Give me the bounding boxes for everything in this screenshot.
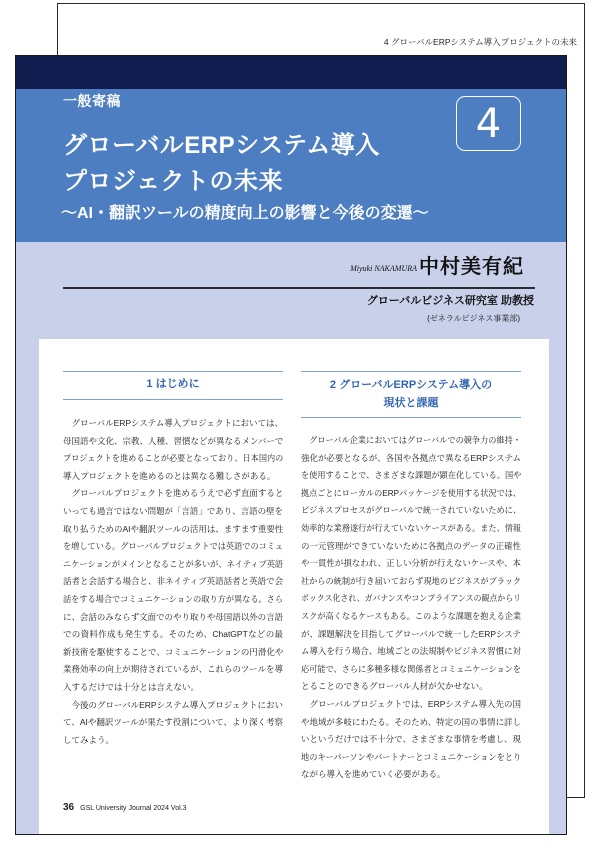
body-text-line: 今後のグローバルERPシステム導入プロジェクトにおい (71, 699, 284, 710)
body-text-line: や地域が多岐にわたる。そのため、特定の国の事情に詳し (301, 716, 521, 727)
body-text-line: スクが高くなるケースもある。このような課題を抱える企業 (301, 610, 522, 621)
page-footer (63, 802, 186, 813)
body-text-line: を増している。グローバルプロジェクトでは英語でのコミュ (63, 541, 283, 552)
paragraph (63, 415, 283, 485)
author-divider (63, 287, 535, 289)
body-text-line: 応可能で、さらに多種多様な関係者とコミュニケーションを (301, 663, 521, 674)
header-top-band (16, 56, 566, 89)
body-text-line: いっても過言ではない問題が「言語」であり、言語の壁を (63, 505, 284, 516)
body-text-line: 取り払うためのAIや翻訳ツールの活用は、ますます重要性 (63, 523, 284, 534)
paragraph (301, 696, 521, 784)
article-category: 一般寄稿 (63, 93, 121, 109)
section-2-heading (301, 376, 521, 412)
body-text-line: 話をする場合でコミュニケーションの取り方が異なる。さら (63, 593, 283, 604)
author-department: (ゼネラルビジネス事業部) (427, 314, 520, 323)
body-text-line: 母国語や文化、宗教、人種、習慣などが異なるメンバーで (63, 435, 284, 446)
body-text-line: ながら導入を進めていく必要がある。 (301, 769, 446, 780)
body-text-line: て、AIや翻訳ツールが果たす役割について、より深く考察 (63, 717, 283, 728)
page-number: 36 (63, 802, 75, 813)
article-number: 4 (475, 100, 502, 147)
body-text-line: とることのできるグローバル人材が欠かせない。 (301, 681, 488, 692)
body-text-line: 業務効率の向上が期待されているが、これらのツールを導 (63, 664, 283, 675)
author-affiliation: グローバルビジネス研究室 助教授 (366, 295, 534, 307)
body-text-line: グローバル企業においてはグローバルでの競争力の維持・ (309, 435, 521, 445)
body-text-line: ビジネスプロセスがグローバルで統一されていないために、 (301, 505, 521, 516)
body-text-line: 拠点ごとにローカルのERPパッケージを使用する状況では、 (301, 487, 521, 498)
section-1-heading-top-rule (63, 371, 283, 372)
section-heading-line: 2 グローバルERPシステム導入の (329, 379, 493, 391)
body-text-line: や一貫性が損なわれ、正しい分析が行えないケースや、本 (301, 558, 521, 569)
body-text-line: してみよう。 (63, 734, 115, 745)
body-text-line: を使用することで、さまざまな課題が顕在化している。国や (301, 470, 522, 481)
section-heading-line: 現状と課題 (383, 397, 439, 409)
running-header: 4 グローバルERPシステム導入プロジェクトの未来 (383, 37, 577, 47)
body-text-line: 効率的な業務遂行が行えていないケースがある。また、情報 (301, 522, 522, 533)
body-text-line: 話者と会話する場合と、非ネイティブ英語話者と英語で会 (63, 576, 284, 587)
article-body (39, 339, 549, 834)
article-title-line-1: グローバルERPシステム導入 (63, 132, 380, 159)
article-subtitle: 〜AI・翻訳ツールの精度向上の影響と今後の変遷〜 (61, 205, 429, 222)
body-text-line: 導入プロジェクトを進めるのとは異なる難しさがある。 (63, 470, 276, 481)
author-name: 中村美有紀 (419, 256, 524, 278)
section-1-heading (63, 375, 283, 393)
body-text-line: ム導入を行う場合、地域ごとの法規制やビジネス習慣に対 (301, 646, 521, 657)
section-heading-line: 1 はじめに (146, 378, 200, 390)
paragraph (63, 697, 283, 750)
section-2-heading-top-rule (301, 371, 521, 372)
body-text-line: 地のキーパーソンやパートナーとコミュニケーションをとり (301, 751, 522, 762)
body-text-line: 入するだけでは十分とは言えない。 (63, 681, 200, 692)
body-text-line: プロジェクトを進めることが必要となっており、日本国内の (63, 453, 284, 464)
section-2-text (301, 432, 521, 784)
body-text-line: に、会話のみならず文面でのやり取りや母国語以外の言語 (63, 611, 284, 622)
journal-name: GSL University Journal 2024 Vol.3 (80, 805, 187, 812)
body-text-line: いというだけでは不十分で、さまざまな事情を考慮し、現 (301, 734, 521, 745)
body-text-line: グローバルプロジェクトでは、ERPシステム導入先の国 (309, 698, 522, 709)
body-text-line: ニケーションがメインとなることが多いが、ネイティブ英語 (63, 558, 284, 569)
body-text-line: 新技術を駆使することで、コミュニケーションの円滑化や (63, 646, 284, 657)
body-text-line: グローバルプロジェクトを進めるうえで必ず直面すると (71, 488, 284, 499)
body-text-line: 社からの統制が行き届いておらず現地のビジネスがブラック (301, 575, 522, 586)
body-text-line: での資料作成も発生する。そのため、ChatGPTなどの最 (63, 629, 283, 640)
front-page (15, 55, 567, 835)
body-text-line: の一元管理ができていないために各拠点のデータの正確性 (301, 540, 522, 551)
article-title-line-2: プロジェクトの未来 (63, 168, 284, 195)
paragraph (63, 485, 283, 696)
body-text-line: ボックス化され、ガバナンスやコンプライアンスの観点からリ (301, 593, 521, 604)
body-text-line: が、課題解決を目指してグローバルで統一したERPシステ (301, 628, 521, 639)
title-banner (16, 89, 566, 242)
body-text-line: グローバルERPシステム導入プロジェクトにおいては、 (71, 418, 284, 428)
body-text-line: 強化が必要となるが、各国や各拠点で異なるERPシステム (301, 452, 521, 463)
section-2-heading-bottom-rule (301, 417, 521, 418)
author-name-romaji: Miyuki NAKAMURA (350, 264, 417, 273)
section-1-heading-bottom-rule (63, 399, 283, 400)
paragraph (301, 432, 521, 696)
article-number-box (456, 96, 521, 151)
section-1-text (63, 415, 283, 749)
